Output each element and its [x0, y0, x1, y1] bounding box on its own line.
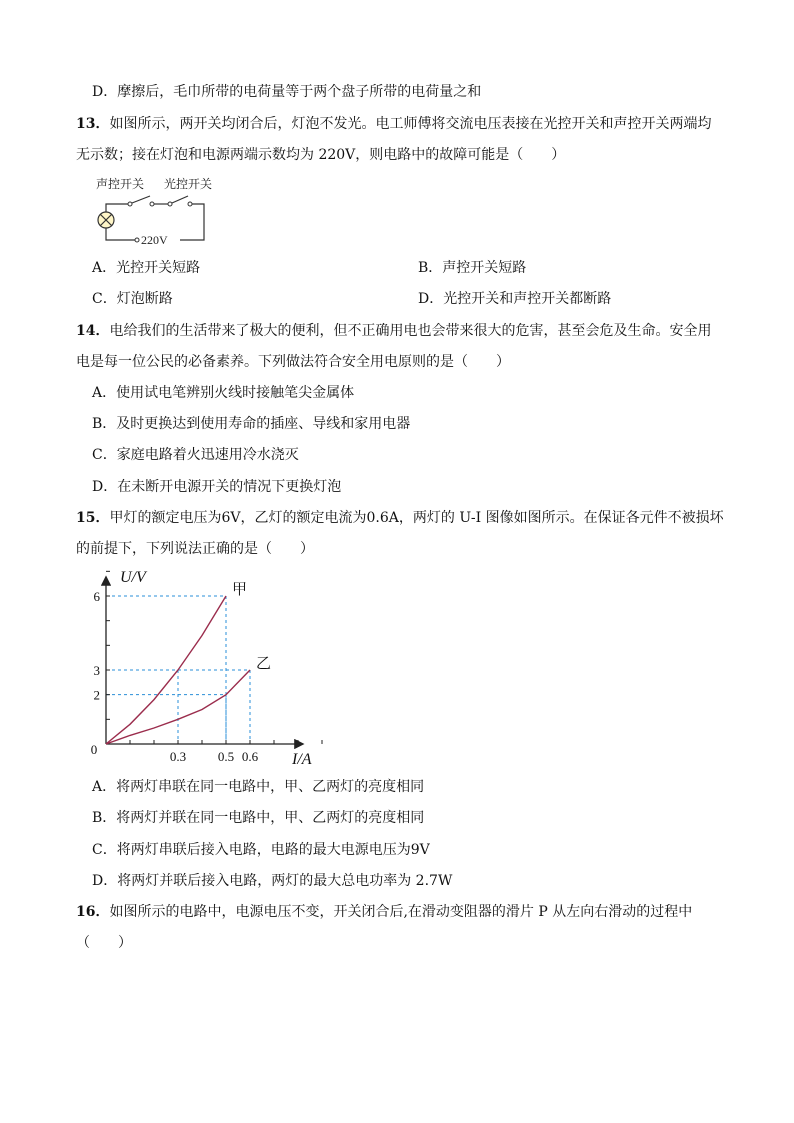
circuit-label-light-switch: 光控开关 — [164, 177, 213, 191]
x-tick-label: 0.3 — [169, 749, 187, 764]
q13-option-b[interactable]: B．声控开关短路 — [418, 260, 527, 276]
q15-option-d[interactable]: D．将两灯并联后接入电路，两灯的最大总电功率为 2.7W — [92, 873, 453, 889]
q16-stem-line2: （ ） — [76, 935, 132, 951]
circuit-label-sound-switch: 声控开关 — [96, 177, 145, 191]
q14-stem-line2: 电是每一位公民的必备素养。下列做法符合安全用电原则的是（ ） — [76, 354, 510, 370]
q13-option-d[interactable]: D．光控开关和声控开关都断路 — [418, 291, 612, 307]
q13-stem-line1 — [76, 114, 711, 134]
q12-option-d: D．摩擦后，毛巾所带的电荷量等于两个盘子所带的电荷量之和 — [92, 84, 482, 100]
q14-stem-text1: 电给我们的生活带来了极大的便利，但不正确用电也会带来很大的危害，甚至会危及生命。安全用 — [109, 323, 712, 339]
q15-option-c[interactable]: C．将两灯串联后接入电路，电路的最大电源电压为9V — [92, 842, 430, 858]
switch-sound-icon — [128, 196, 154, 206]
q15-stem-text1: 甲灯的额定电压为6V，乙灯的额定电流为0.6A，两灯的 U-I 图像如图所示。在保证各元件不被损坏 — [109, 510, 724, 526]
q14-option-d[interactable]: D．在未断开电源开关的情况下更换灯泡 — [92, 479, 342, 495]
q15-stem-line2: 的前提下，下列说法正确的是（ ） — [76, 541, 314, 557]
q14-option-a[interactable]: A．使用试电笔辨别火线时接触笔尖金属体 — [92, 385, 355, 401]
series-label-2: 乙 — [256, 656, 272, 672]
x-tick-label: 0.5 — [217, 749, 235, 764]
q15-number: 15． — [76, 510, 110, 526]
q14-option-c[interactable]: C．家庭电路着火迅速用冷水浇灭 — [92, 447, 299, 463]
q14-option-b[interactable]: B．及时更换达到使用寿命的插座、导线和家用电器 — [92, 416, 411, 432]
series-label-1: 甲 — [232, 582, 248, 598]
q15-ui-graph — [80, 566, 340, 772]
x-tick-label: 0.6 — [241, 749, 259, 764]
y-tick-label: 3 — [93, 663, 100, 678]
source-terminal-left — [135, 238, 139, 242]
y-tick-label: 2 — [93, 687, 100, 703]
q13-option-c[interactable]: C．灯泡断路 — [92, 291, 173, 307]
y-tick-label: 6 — [93, 589, 100, 604]
q16-number: 16． — [76, 904, 110, 920]
q13-number: 13． — [76, 116, 110, 132]
q13-stem-line2: 无示数；接在灯泡和电源两端示数均为 220V，则电路中的故障可能是（ ） — [76, 147, 566, 163]
q15-option-a[interactable]: A．将两灯串联在同一电路中，甲、乙两灯的亮度相同 — [92, 779, 425, 795]
origin-label: 0 — [90, 742, 98, 757]
y-axis-label: U/V — [120, 569, 146, 586]
x-axis-label: I/A — [292, 751, 312, 768]
q13-circuit-diagram — [88, 174, 228, 248]
q15-stem-line1 — [76, 508, 724, 528]
q14-number: 14． — [76, 323, 110, 339]
q16-stem-line1 — [76, 902, 692, 922]
q16-stem-text1: 如图所示的电路中，电源电压不变，开关闭合后,在滑动变阻器的滑片 P 从左向右滑动的过程中 — [109, 904, 693, 920]
lamp-icon — [98, 212, 114, 228]
q13-stem-text1: 如图所示，两开关均闭合后，灯泡不发光。电工师傅将交流电压表接在光控开关和声控开关两端均 — [109, 116, 712, 132]
switch-light-icon — [168, 196, 192, 206]
q13-option-a[interactable]: A．光控开关短路 — [92, 260, 201, 276]
circuit-label-source: 220V — [141, 233, 168, 247]
q14-stem-line1 — [76, 321, 711, 341]
q15-option-b[interactable]: B．将两灯并联在同一电路中，甲、乙两灯的亮度相同 — [92, 810, 425, 826]
